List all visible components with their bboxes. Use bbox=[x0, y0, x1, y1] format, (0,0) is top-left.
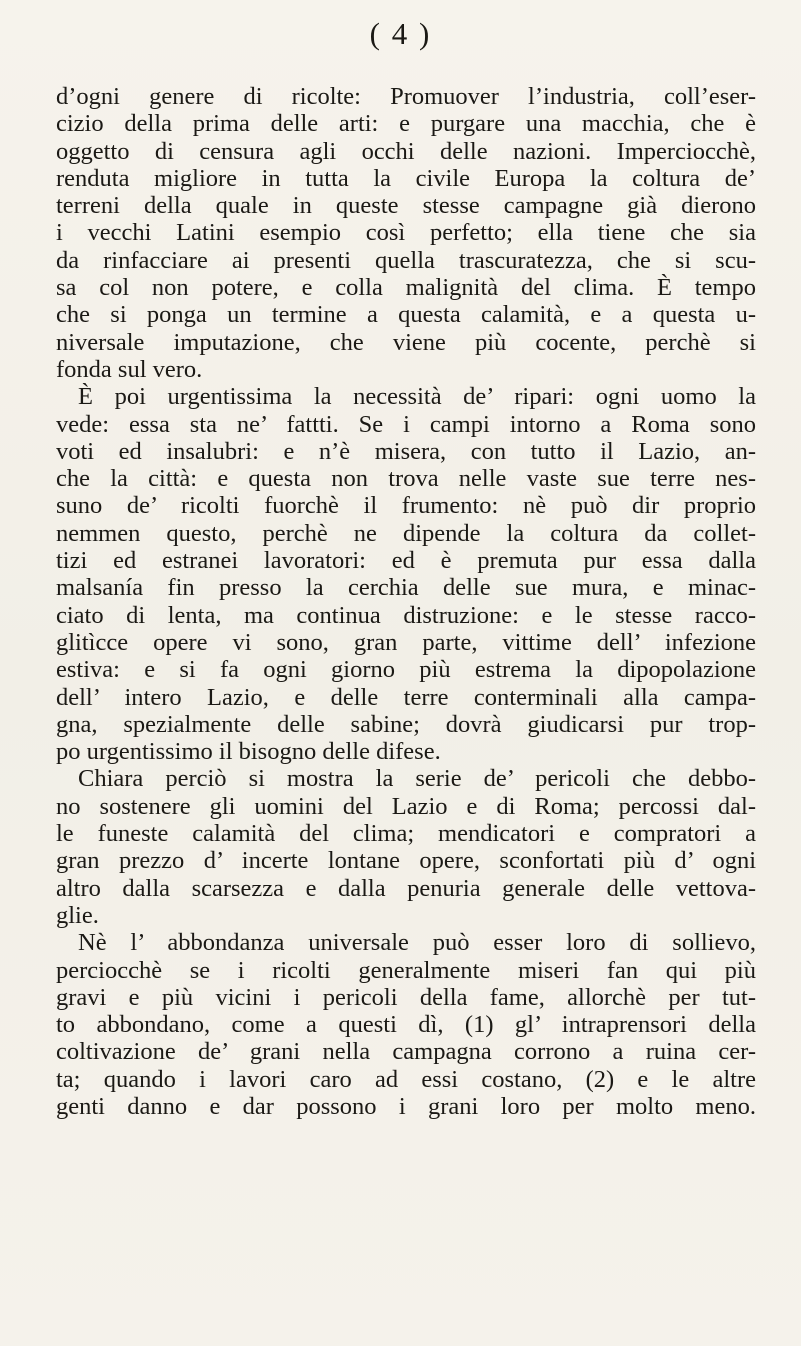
text-line: malsanía fin presso la cerchia delle sue mura, e minac- bbox=[56, 574, 756, 602]
text-line: oggetto di censura agli occhi delle nazioni. Imperciocchè, bbox=[56, 137, 756, 165]
text-line: che si ponga un termine a questa calamità, e a questa u- bbox=[56, 301, 756, 329]
text-line: sa col non potere, e colla malignità del clima. È tempo bbox=[56, 274, 756, 302]
text-line: d’ogni genere di ricolte: Promuover l’industria, coll’eser- bbox=[56, 83, 756, 110]
text-line: gravi e più vicini i pericoli della fame, allorchè per tut- bbox=[56, 983, 756, 1011]
text-line: ta; quando i lavori caro ad essi costano, (2) e le altre bbox=[56, 1065, 756, 1093]
text-line: tizi ed estranei lavoratori: ed è premuta pur essa dalla bbox=[56, 547, 756, 575]
text-line: voti ed insalubri: e n’è misera, con tutto il Lazio, an- bbox=[56, 437, 756, 465]
text-line: perciocchè se i ricolti generalmente miseri fan qui più bbox=[56, 956, 756, 984]
text-line: estiva: e si fa ogni giorno più estrema la dipopolazione bbox=[56, 656, 756, 684]
text-line: coltivazione de’ grani nella campagna corrono a ruina cer- bbox=[56, 1038, 756, 1066]
text-line: gna, spezialmente delle sabine; dovrà giudicarsi pur trop- bbox=[56, 710, 756, 738]
text-line: terreni della quale in queste stesse campagne già dierono bbox=[56, 192, 756, 220]
paragraph-start-line: Nè l’ abbondanza universale può esser loro di sollievo, bbox=[78, 929, 756, 957]
text-line: ciato di lenta, ma continua distruzione: e le stesse racco- bbox=[56, 601, 756, 629]
paragraph-end-line: glie. bbox=[56, 901, 99, 929]
text-line: dell’ intero Lazio, e delle terre conterminali alla campa- bbox=[56, 683, 756, 711]
paragraph-start-line: È poi urgentissima la necessità de’ ripari: ogni uomo la bbox=[78, 383, 756, 411]
text-line: glitìcce opere vi sono, gran parte, vittime dell’ infezione bbox=[56, 628, 756, 656]
paragraph-start-line: Chiara perciò si mostra la serie de’ pericoli che debbo- bbox=[78, 765, 756, 793]
text-line: genti danno e dar possono i grani loro per molto meno. bbox=[56, 1092, 756, 1120]
text-line: to abbondano, come a questi dì, (1) gl’ intraprensori della bbox=[56, 1011, 756, 1039]
text-line: altro dalla scarsezza e dalla penuria generale delle vettova- bbox=[56, 874, 756, 902]
text-line: nemmen questo, perchè ne dipende la coltura da collet- bbox=[56, 519, 756, 547]
text-line: gran prezzo d’ incerte lontane opere, sconfortati più d’ ogni bbox=[56, 847, 756, 875]
text-line: niversale imputazione, che viene più cocente, perchè si bbox=[56, 328, 756, 356]
text-line: vede: essa sta ne’ fattti. Se i campi intorno a Roma sono bbox=[56, 410, 756, 438]
paragraph-end-line: fonda sul vero. bbox=[56, 355, 203, 383]
text-line: da rinfacciare ai presenti quella trascuratezza, che si scu- bbox=[56, 246, 756, 274]
text-line: che la città: e questa non trova nelle vaste sue terre nes- bbox=[56, 465, 756, 493]
paragraph-end-line: po urgentissimo il bisogno delle difese. bbox=[56, 738, 441, 766]
text-line: suno de’ ricolti fuorchè il frumento: nè può dir proprio bbox=[56, 492, 756, 520]
text-line: le funeste calamità del clima; mendicatori e compratori a bbox=[56, 820, 756, 848]
text-line: no sostenere gli uomini del Lazio e di Roma; percossi dal- bbox=[56, 792, 756, 820]
text-line: renduta migliore in tutta la civile Europa la coltura de’ bbox=[56, 164, 756, 192]
text-line: i vecchi Latini esempio così perfetto; ella tiene che sia bbox=[56, 219, 756, 247]
page-number: ( 4 ) bbox=[369, 16, 432, 51]
text-line: cizio della prima delle arti: e purgare una macchia, che è bbox=[56, 110, 756, 138]
page-body-text bbox=[56, 83, 756, 1120]
